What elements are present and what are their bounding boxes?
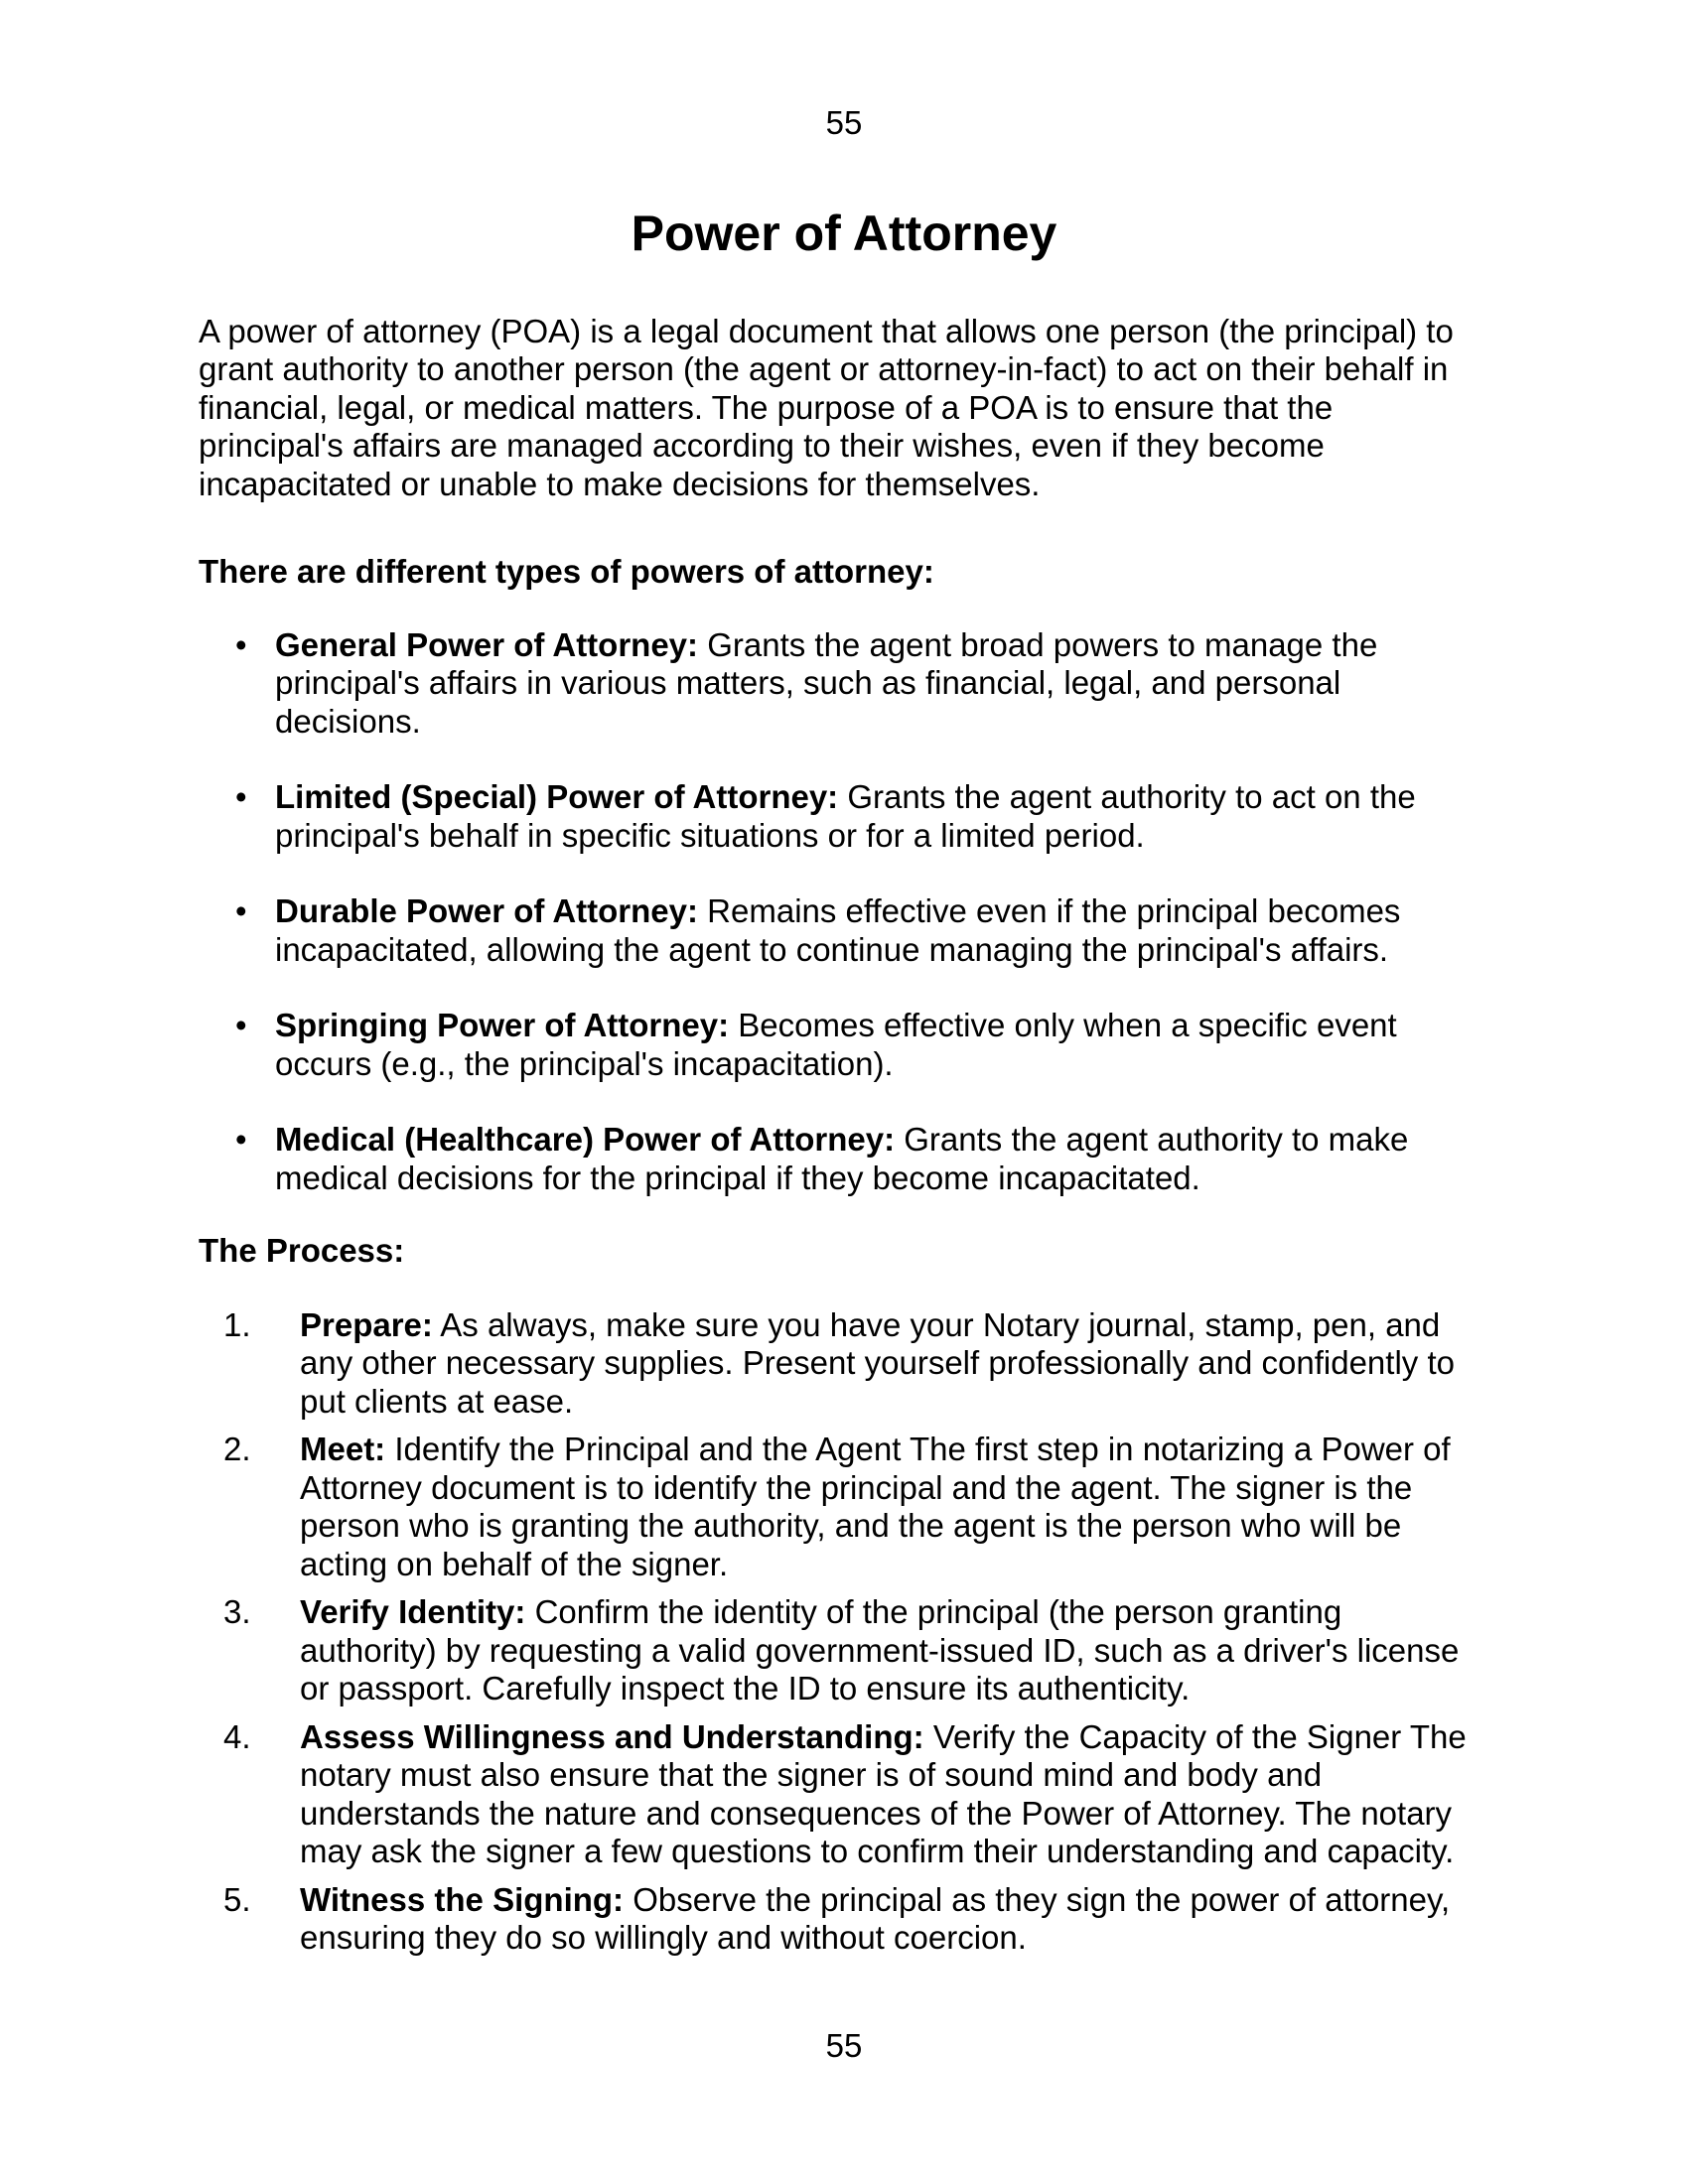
list-item-medical-poa [199, 1121, 1479, 1197]
step-text: Observe the principal as they sign the power of attorney, ensuring they do so willingly and without coercion. [300, 1880, 1451, 1956]
step-text: As always, make sure you have your Notary journal, stamp, pen, and any other necessary supplies. Present yourself professionally and confidently to put clients at ease. [300, 1305, 1455, 1420]
type-text: Grants the agent broad powers to manage the principal's affairs in various matters, such as financial, legal, and personal decisions. [275, 625, 1378, 740]
step-item-witness-signing [199, 1881, 1479, 1958]
type-text: Grants the agent authority to act on the principal's behalf in specific situations or for a limited period. [275, 778, 1416, 854]
step-item-meet [199, 1431, 1479, 1583]
step-text: Confirm the identity of the principal (the person granting authority) by requesting a valid government-issued ID, such as a driver's license or passport. Carefully inspect the ID to ensure its authenticity. [300, 1593, 1460, 1706]
step-item-verify-identity [199, 1593, 1479, 1708]
step-label: Meet: [300, 1431, 386, 1467]
bullet-icon: • [235, 892, 247, 929]
type-label: Durable Power of Attorney: [275, 892, 698, 929]
list-item-durable-poa [199, 892, 1479, 969]
type-label: Springing Power of Attorney: [275, 1007, 730, 1043]
step-number: 5. [223, 1880, 251, 1918]
list-item-limited-poa [199, 778, 1479, 855]
page-content [199, 313, 1479, 1958]
page-title: Power of Attorney [631, 205, 1057, 261]
type-label: Medical (Healthcare) Power of Attorney: [275, 1121, 896, 1158]
types-list [199, 626, 1479, 1198]
bullet-icon: • [235, 625, 247, 663]
bullet-icon: • [235, 778, 247, 815]
bullet-icon: • [235, 1007, 247, 1043]
step-label: Witness the Signing: [300, 1880, 625, 1918]
step-item-assess-willingness [199, 1718, 1479, 1871]
intro-paragraph: A power of attorney (POA) is a legal document that allows one person (the principal) to grant authority to another person (the agent or attorney-in-fact) to act on their behalf in financial, legal, or medical matters. The purpose of a POA is to ensure that the principal's affairs are managed according to their wishes, even if they become incapacitated or unable to make decisions for themselves. [199, 312, 1454, 502]
type-text: Remains effective even if the principal becomes incapacitated, allowing the agent to continue managing the principal's affairs. [275, 892, 1401, 968]
list-item-general-poa [199, 626, 1479, 742]
step-number: 4. [223, 1717, 251, 1755]
step-number: 2. [223, 1431, 251, 1467]
step-label: Verify Identity: [300, 1593, 526, 1630]
list-item-springing-poa [199, 1007, 1479, 1083]
type-text: Becomes effective only when a specific event occurs (e.g., the principal's incapacitation). [275, 1007, 1397, 1082]
step-label: Assess Willingness and Understanding: [300, 1717, 924, 1755]
type-text: Grants the agent authority to make medical decisions for the principal if they become incapacitated. [275, 1121, 1409, 1196]
types-heading: There are different types of powers of attorney: [199, 553, 934, 590]
step-number: 1. [223, 1305, 251, 1343]
process-steps-list [199, 1306, 1479, 1958]
page-number-top: 55 [825, 104, 863, 141]
step-item-prepare [199, 1306, 1479, 1422]
step-text: Verify the Capacity of the Signer The notary must also ensure that the signer is of sound mind and body and understands the nature and consequences of the Power of Attorney. The notary may ask the signer a few questions to confirm their understanding and capacity. [300, 1717, 1467, 1869]
step-text: Identify the Principal and the Agent The first step in notarizing a Power of Attorney document is to identify the principal and the agent. The signer is the person who is granting the authority, and the agent is the person who will be acting on behalf of the signer. [300, 1431, 1451, 1582]
type-label: General Power of Attorney: [275, 625, 699, 663]
bullet-icon: • [235, 1121, 247, 1158]
step-label: Prepare: [300, 1305, 433, 1343]
type-label: Limited (Special) Power of Attorney: [275, 778, 839, 815]
page-number-bottom: 55 [825, 2027, 863, 2064]
process-heading: The Process: [199, 1232, 405, 1269]
step-number: 3. [223, 1593, 251, 1630]
